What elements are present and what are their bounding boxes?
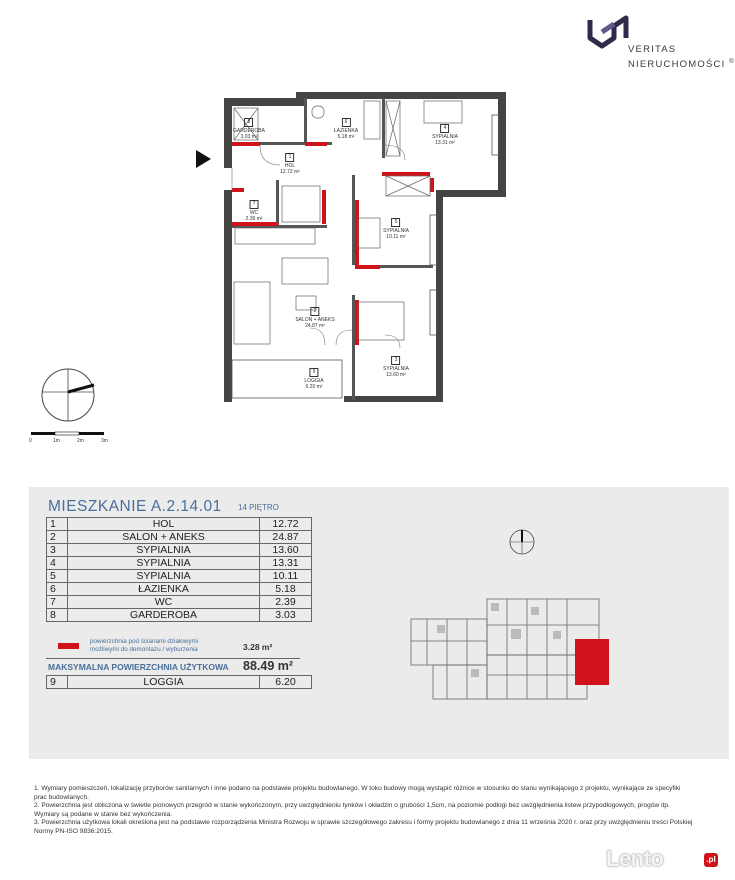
rooms-table xyxy=(46,517,312,622)
legend-swatch xyxy=(58,643,79,649)
plan-room-8-area: 3.03 m² xyxy=(240,134,258,140)
outer-walls xyxy=(224,92,506,402)
row-name: HOL xyxy=(68,518,260,531)
max-area-label: MAKSYMALNA POWIERZCHNIA UŻYTKOWA xyxy=(48,662,229,672)
row-name: LOGGIA xyxy=(68,676,260,689)
row-number: 8 xyxy=(47,609,68,622)
table-row xyxy=(47,570,312,583)
plan-room-9-num: 9 xyxy=(310,368,319,377)
row-name: ŁAZIENKA xyxy=(68,583,260,596)
table-row xyxy=(47,583,312,596)
plan-room-4-num: 4 xyxy=(440,124,449,133)
plan-room-2-area: 24.87 m² xyxy=(305,323,325,329)
row-value: 13.60 xyxy=(260,544,312,557)
plan-room-4-area: 13.31 m² xyxy=(435,140,455,146)
table-row xyxy=(47,518,312,531)
row-name: SALON + ANEKS xyxy=(68,531,260,544)
plan-room-5 xyxy=(383,218,409,240)
row-number: 6 xyxy=(47,583,68,596)
plan-room-3-num: 3 xyxy=(391,356,400,365)
scale-label-1m: 1m xyxy=(53,438,60,444)
plan-room-1 xyxy=(280,153,300,175)
max-area-value: 88.49 m² xyxy=(243,659,294,673)
row-number: 1 xyxy=(47,518,68,531)
brand-mark: ® xyxy=(729,59,735,65)
max-area-row xyxy=(46,658,300,676)
footnote-2: 2. Powierzchnia jest obliczona w świetle pionowych przegród w stanie wykończonym, przy uwzględnieniu tynków i okładzin o grubości 1,5cm, na poziomie podłogi bez uwzględnienia listew przypodłogowych, progów itp. Wymiary są podane w stanie bez wykończenia. xyxy=(34,802,670,818)
row-name: GARDEROBA xyxy=(68,609,260,622)
table-row xyxy=(47,544,312,557)
plan-room-6-num: 6 xyxy=(342,118,351,127)
footnotes xyxy=(34,785,694,837)
table-row xyxy=(47,531,312,544)
plan-room-3-name: SYPIALNIA xyxy=(383,366,409,372)
plan-room-3-area: 13.60 m² xyxy=(386,372,406,378)
row-number: 3 xyxy=(47,544,68,557)
row-number: 9 xyxy=(47,676,68,689)
plan-room-2-name: SALON + ANEKS xyxy=(295,317,335,323)
plan-room-3 xyxy=(383,356,409,378)
row-number: 7 xyxy=(47,596,68,609)
scale-bar xyxy=(31,432,104,435)
plan-room-8-num: 8 xyxy=(244,118,253,127)
plan-room-7 xyxy=(246,200,263,222)
apartment-floor: 14 PIĘTRO xyxy=(238,503,279,512)
small-compass-icon xyxy=(507,527,537,557)
plan-room-1-name: HOL xyxy=(284,163,296,169)
row-value: 5.18 xyxy=(260,583,312,596)
row-value: 12.72 xyxy=(260,518,312,531)
plan-room-6 xyxy=(334,118,358,140)
legend-line1: powierzchnia pod ścianami działowymi xyxy=(90,638,199,645)
table-row xyxy=(47,676,312,689)
row-name: SYPIALNIA xyxy=(68,570,260,583)
plan-room-1-area: 12.72 m² xyxy=(280,169,300,175)
row-number: 2 xyxy=(47,531,68,544)
plan-room-5-num: 5 xyxy=(391,218,400,227)
plan-room-6-area: 5.18 m² xyxy=(337,134,355,140)
plan-room-7-name: WC xyxy=(249,210,259,216)
legend-line2: możliwymi do demontażu / wyburzenia xyxy=(90,645,198,653)
key-plan-highlight xyxy=(575,639,609,685)
lento-watermark: Lento xyxy=(606,846,664,871)
plan-room-9 xyxy=(304,368,323,390)
plan-room-4-name: SYPIALNIA xyxy=(432,134,458,140)
row-name: SYPIALNIA xyxy=(68,557,260,570)
scale-label-0: 0 xyxy=(29,438,32,444)
plan-room-5-area: 10.11 m² xyxy=(386,234,406,240)
row-value: 3.03 xyxy=(260,609,312,622)
entrance-arrow-icon xyxy=(196,150,211,168)
legend-value: 3.28 m² xyxy=(243,642,273,652)
plan-room-1-num: 1 xyxy=(285,153,294,162)
row-value: 2.39 xyxy=(260,596,312,609)
table-row xyxy=(47,609,312,622)
footnote-1: 1. Wymiary pomieszczeń, lokalizację przyborów sanitarnych i inne podano na podstawie projektu budowlanego. W toku budowy mogą wystąpić różnice w stosunku do stanu wynikającego z projektu, wynikające ze specyfiki prac budowlanych. xyxy=(34,785,681,801)
plan-room-9-area: 6.20 m² xyxy=(305,384,323,390)
interior-walls xyxy=(232,98,433,400)
plan-room-7-area: 2.39 m² xyxy=(245,216,263,222)
plan-room-2-num: 2 xyxy=(310,307,319,316)
windows xyxy=(232,115,499,398)
scale-label-3m: 3m xyxy=(101,438,108,444)
row-name: WC xyxy=(68,596,260,609)
table-row xyxy=(47,596,312,609)
footnote-3: 3. Powierzchnia użytkowa lokali określona jest na podstawie rozporządzenia Ministra Rozwoju w sprawie szczegółowego zakresu i formy projektu budowlanego z dnia 11 września 2020 r. oraz przy uwzględnieniu treści Polskiej Normy PN-ISO 9836:2015. xyxy=(34,819,693,835)
loggia-table xyxy=(46,675,312,689)
row-number: 4 xyxy=(47,557,68,570)
brand-line1: VERITAS xyxy=(628,44,677,55)
plan-room-4 xyxy=(432,124,458,146)
plan-room-8 xyxy=(233,118,265,140)
compass-icon xyxy=(42,369,94,421)
apartment-info-panel xyxy=(29,487,729,759)
scale-label-2m: 2m xyxy=(77,438,84,444)
row-value: 6.20 xyxy=(260,676,312,689)
apartment-title: MIESZKANIE A.2.14.01 xyxy=(48,498,222,515)
row-number: 5 xyxy=(47,570,68,583)
row-name: SYPIALNIA xyxy=(68,544,260,557)
building-key-plan xyxy=(407,595,607,705)
brand-line2: NIERUCHOMOŚCI xyxy=(628,59,726,71)
plan-room-6-name: ŁAZIENKA xyxy=(333,128,359,134)
legend-text xyxy=(90,638,198,653)
plan-room-8-name: GARDEROBA xyxy=(233,128,265,134)
row-value: 13.31 xyxy=(260,557,312,570)
plan-room-9-name: LOGGIA xyxy=(304,378,324,384)
plan-room-2 xyxy=(295,307,334,329)
row-value: 10.11 xyxy=(260,570,312,583)
row-value: 24.87 xyxy=(260,531,312,544)
plan-room-7-num: 7 xyxy=(249,200,258,209)
lento-watermark-suffix: .pl xyxy=(704,853,718,867)
table-row xyxy=(47,557,312,570)
removable-walls-legend xyxy=(46,637,300,659)
plan-room-5-name: SYPIALNIA xyxy=(383,228,409,234)
